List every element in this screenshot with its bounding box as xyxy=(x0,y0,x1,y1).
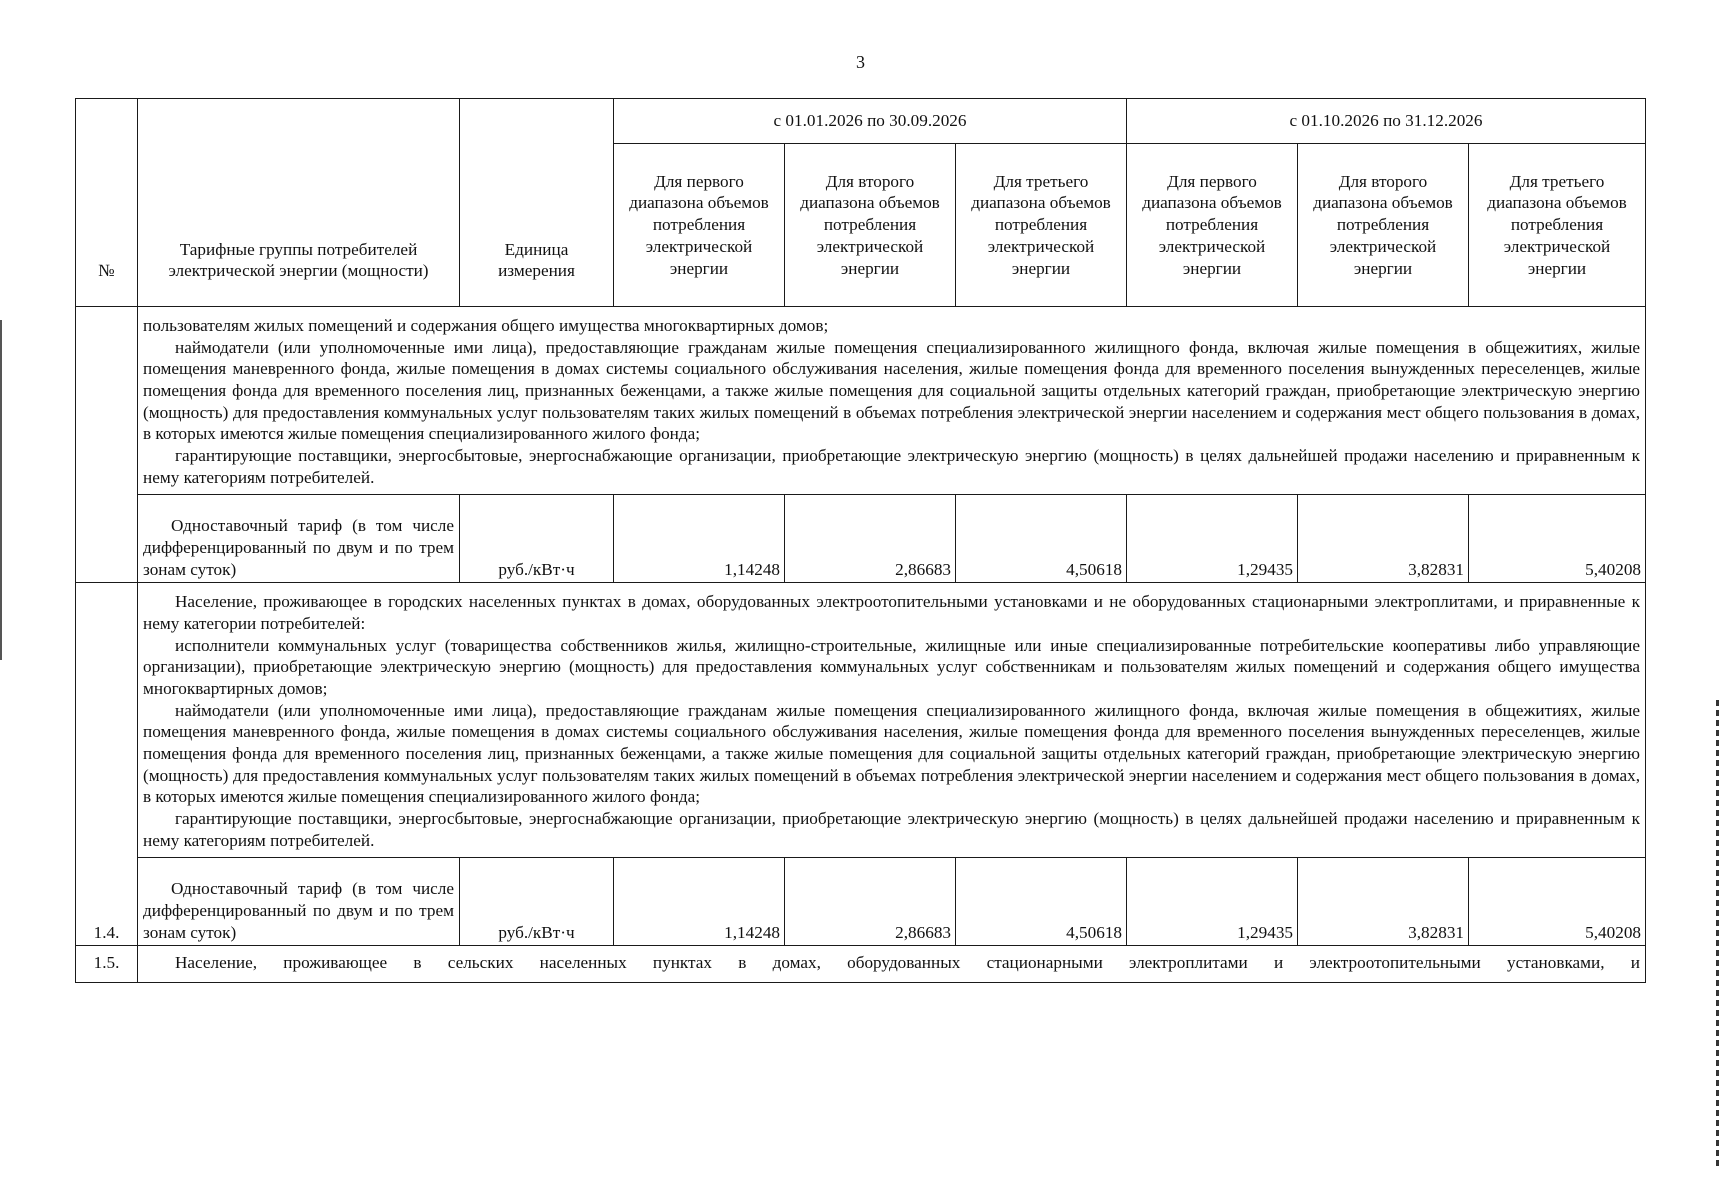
block-a-value-6: 5,40208 xyxy=(1469,495,1646,583)
header-range-1: Для первого диапазона объемов потребления электрической энергии xyxy=(614,144,785,307)
scan-edge-mark-right xyxy=(1716,700,1719,1170)
header-period-2: с 01.10.2026 по 31.12.2026 xyxy=(1127,99,1646,144)
header-no: № xyxy=(76,99,138,307)
block-b-value-6: 5,40208 xyxy=(1469,858,1646,946)
block-a-unit: руб./кВт·ч xyxy=(460,495,614,583)
block-b-value-4: 1,29435 xyxy=(1127,858,1298,946)
header-range-3: Для третьего диапазона объемов потребления электрической энергии xyxy=(956,144,1127,307)
block-a-paragraph: гарантирующие поставщики, энергосбытовые, энергоснабжающие организации, приобретающие электрическую энергию (мощность) в целях дальнейшей продажи населению и приравненным к нему категориям потребителей. xyxy=(143,446,1640,487)
header-range-5: Для второго диапазона объемов потребления электрической энергии xyxy=(1298,144,1469,307)
tariff-table xyxy=(75,98,1646,983)
header-range-2: Для второго диапазона объемов потребления электрической энергии xyxy=(785,144,956,307)
block-b-paragraph: гарантирующие поставщики, энергосбытовые, энергоснабжающие организации, приобретающие электрическую энергию (мощность) в целях дальнейшей продажи населению и приравненным к нему категориям потребителей. xyxy=(143,809,1640,850)
block-b-paragraph: исполнители коммунальных услуг (товарищества собственников жилья, жилищно-строительные, жилищные или иные специализированные потребительские кооперативы либо управляющие организации), приобретающие электрическую энергию (мощность) для предоставления коммунальных услуг собственникам и пользователям жилых помещений и содержания общего имущества многоквартирных домов; xyxy=(143,635,1640,699)
block-a-tariff-row xyxy=(76,495,1646,583)
block-a-value-5: 3,82831 xyxy=(1298,495,1469,583)
block-c-row xyxy=(76,946,1646,983)
block-a-paragraph: пользователям жилых помещений и содержания общего имущества многоквартирных домов; xyxy=(143,316,829,335)
block-b-number: 1.4. xyxy=(76,583,138,946)
scan-edge-mark-left xyxy=(0,320,2,660)
block-a-value-4: 1,29435 xyxy=(1127,495,1298,583)
block-a-number xyxy=(76,307,138,583)
block-a-value-3: 4,50618 xyxy=(956,495,1127,583)
block-c-number: 1.5. xyxy=(76,946,138,983)
header-range-6: Для третьего диапазона объемов потребления электрической энергии xyxy=(1469,144,1646,307)
block-a-paragraph: наймодатели (или уполномоченные ими лица), предоставляющие гражданам жилые помещения специализированного жилищного фонда, включая жилые помещения в общежитиях, жилые помещения маневренного фонда, жилые помещения в домах системы социального обслуживания населения, жилые помещения фонда для временного поселения вынужденных переселенцев, жилые помещения фонда для временного поселения лиц, признанных беженцами, а также жилые помещения для социальной защиты отдельных категорий граждан, приобретающие электрическую энергию (мощность) для предоставления коммунальных услуг пользователям таких жилых помещений в объемах потребления электрической энергии населением и содержания мест общего пользования в домах, в которых имеются жилые помещения специализированного жилого фонда; xyxy=(143,337,1640,444)
page-number: 3 xyxy=(856,52,865,72)
block-b-unit: руб./кВт·ч xyxy=(460,858,614,946)
block-b-paragraph: наймодатели (или уполномоченные ими лица), предоставляющие гражданам жилые помещения специализированного жилищного фонда, включая жилые помещения в общежитиях, жилые помещения маневренного фонда, жилые помещения в домах системы социального обслуживания населения, жилые помещения фонда для временного поселения вынужденных переселенцев, жилые помещения фонда для временного поселения лиц, признанных беженцами, а также жилые помещения для социальной защиты отдельных категорий граждан, приобретающие электрическую энергию (мощность) для предоставления коммунальных услуг пользователям таких жилых помещений в объемах потребления электрической энергии населением и содержания мест общего пользования в домах, в которых имеются жилые помещения специализированного жилого фонда; xyxy=(143,700,1640,807)
block-a-tariff-name: Одноставочный тариф (в том числе дифференцированный по двум и по трем зонам суток) xyxy=(138,495,460,583)
header-range-4: Для первого диапазона объемов потребления электрической энергии xyxy=(1127,144,1298,307)
block-c-description: Население, проживающее в сельских населенных пунктах в домах, оборудованных стационарными электроплитами и электроотопительными установками, и xyxy=(138,946,1646,983)
header-row-periods xyxy=(76,99,1646,144)
block-b-value-1: 1,14248 xyxy=(614,858,785,946)
block-a-description xyxy=(138,307,1646,495)
block-a-value-2: 2,86683 xyxy=(785,495,956,583)
block-b-value-2: 2,86683 xyxy=(785,858,956,946)
block-b-tariff-row xyxy=(76,858,1646,946)
header-unit: Единица измерения xyxy=(460,99,614,307)
block-b-value-5: 3,82831 xyxy=(1298,858,1469,946)
block-a-value-1: 1,14248 xyxy=(614,495,785,583)
block-b-description-row xyxy=(76,583,1646,858)
block-b-tariff-name: Одноставочный тариф (в том числе дифференцированный по двум и по трем зонам суток) xyxy=(138,858,460,946)
header-groups: Тарифные группы потребителей электрической энергии (мощности) xyxy=(138,99,460,307)
block-a-description-row xyxy=(76,307,1646,495)
block-b-value-3: 4,50618 xyxy=(956,858,1127,946)
block-b-description xyxy=(138,583,1646,858)
block-b-paragraph: Население, проживающее в городских населенных пунктах в домах, оборудованных электроотопительными установками и не оборудованных стационарными электроплитами, и приравненные к нему категории потребителей: xyxy=(143,592,1640,634)
header-period-1: с 01.01.2026 по 30.09.2026 xyxy=(614,99,1127,144)
